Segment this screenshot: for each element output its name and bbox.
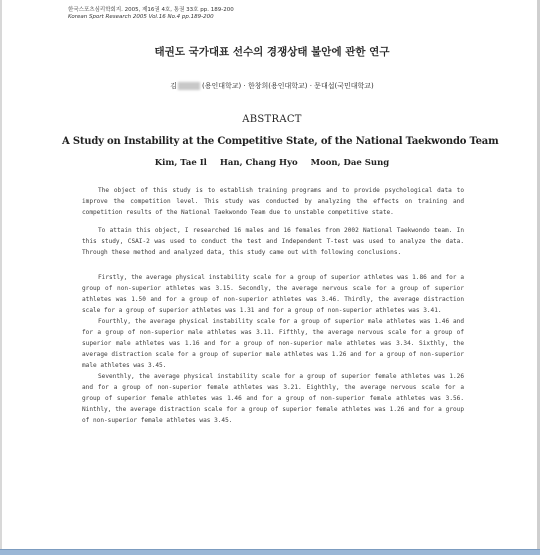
- author-3: Moon, Dae Sung: [310, 158, 390, 168]
- authors-rest: (용인대학교) · 한창희(용인대학교) · 문대섭(국민대학교): [202, 82, 374, 90]
- window-left-border: [0, 0, 2, 555]
- abstract-paragraph-3: Firstly, the average physical instability scale for a group of superior athletes was 1.86 and for a group of non-superior athletes was 3.15. Secondly, the average nervous scale for a group of superior athletes was 1.50 and for a group of non-superior athletes was 3.46. Thirdly, the average distraction scale for a group of superior athletes was 1.31 and for a group of non-superior athletes was 3.41.: [82, 274, 464, 314]
- authors-english: [62, 158, 482, 168]
- journal-citation-english: Korean Sport Research 2005 Vol.16 No.4 pp.189-200: [68, 14, 214, 20]
- abstract-heading: ABSTRACT: [242, 114, 302, 125]
- abstract-paragraph-4: Fourthly, the average physical instability scale for a group of superior male athletes was 1.46 and for a group of non-superior male athletes was 3.11. Fifthly, the average nervous scale for a group of superior male athletes was 1.16 and for a group of non-superior male athletes was 3.34. Sixthly, the average distraction scale for a group of superior male athletes was 1.26 and for a group of non-superior male athletes was 3.45.: [82, 318, 464, 369]
- abstract-paragraph-2: To attain this object, I researched 16 males and 16 females from 2002 National Taekwondo team. In this study, CSAI-2 was used to conduct the test and Independent T-test was used to analyze the data. Through these method and analyzed data, this study came out with following conclusions.: [82, 227, 464, 256]
- abstract-paragraph-5: Seventhly, the average physical instability scale for a group of superior female athletes was 1.26 and for a group of non-superior female athletes was 3.21. Eighthly, the average nervous scale for a group of superior female athletes was 1.46 and for a group of non-superior female athletes was 3.56. Ninthly, the average distraction scale for a group of superior female athletes was 1.26 and for a group of non-superior female athletes was 3.45.: [82, 373, 464, 424]
- abstract-body: [82, 185, 464, 426]
- paper-title-korean: 태권도 국가대표 선수의 경쟁상태 불안에 관한 연구: [154, 46, 390, 58]
- paper-title-english: A Study on Instability at the Competitive State, of the National Taekwondo Team: [62, 136, 499, 147]
- author-2: Han, Chang Hyo: [219, 158, 298, 168]
- journal-citation-korean: 한국스포츠심리학회지. 2005, 제16권 4호, 통권 33호 pp. 189-200: [68, 7, 234, 13]
- taskbar-strip: [0, 549, 540, 555]
- redacted-name-block: [178, 82, 200, 90]
- author-first-prefix: 김: [170, 82, 177, 90]
- abstract-paragraph-1: The object of this study is to establish training programs and to provide psychological data to improve the competition level. This study was conducted by analyzing the effects on training and competition results of the National Taekwondo Team due to unstable competitive state.: [82, 187, 464, 216]
- authors-korean: [62, 81, 482, 91]
- author-1: Kim, Tae Il: [154, 158, 207, 168]
- document-page: [62, 0, 499, 549]
